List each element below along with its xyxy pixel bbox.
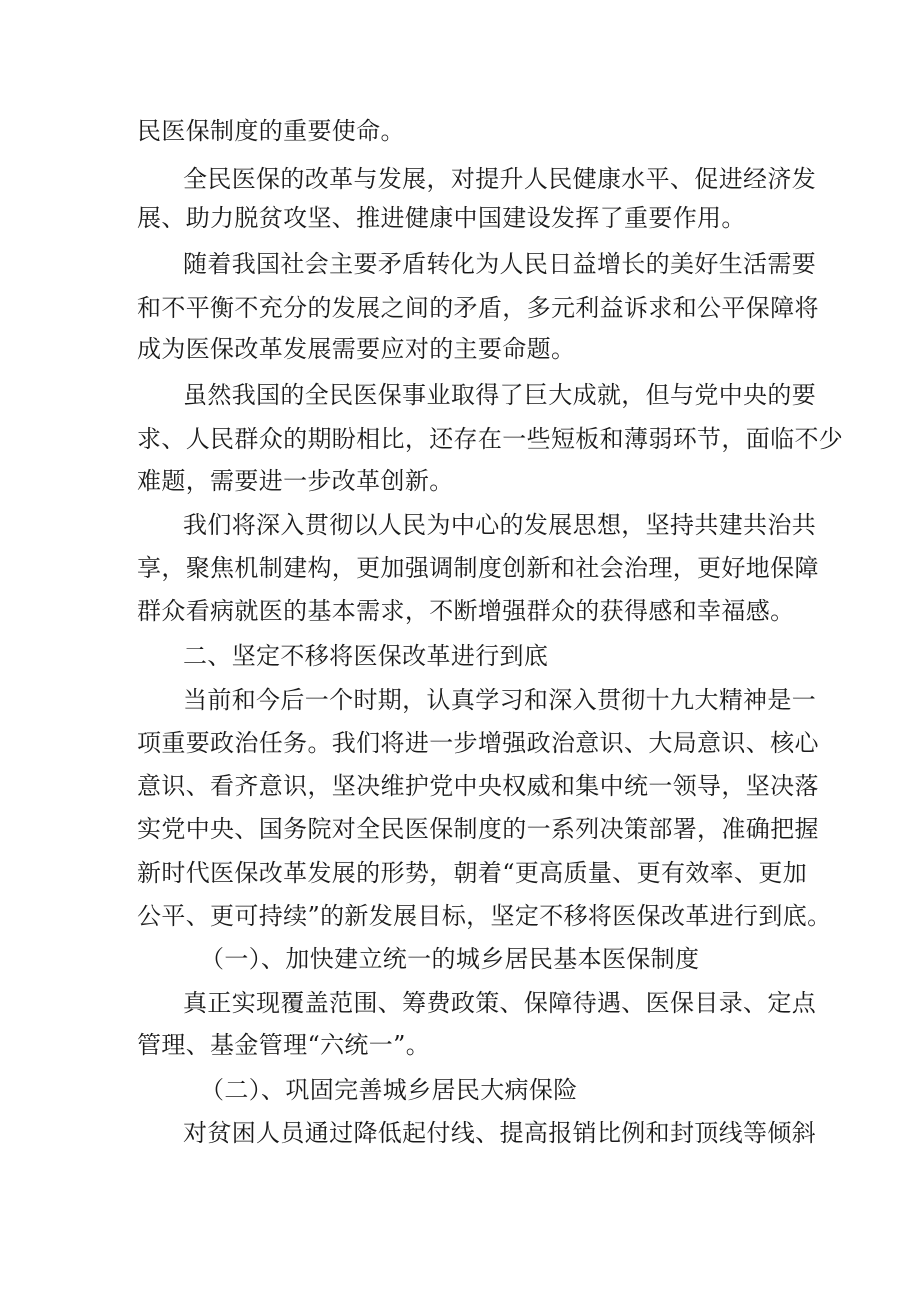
text-line: 和不平衡不充分的发展之间的矛盾，多元利益诉求和公平保障将 <box>137 294 819 322</box>
subsection-heading: （二）、巩固完善城乡居民大病保险 <box>200 1076 578 1104</box>
text-line: 公平、更可持续”的新发展目标，坚定不移将医保改革进行到底。 <box>137 902 832 930</box>
section-heading: 二、坚定不移将医保改革进行到底 <box>183 642 549 670</box>
text-line: 群众看病就医的基本需求，不断增强群众的获得感和幸福感。 <box>137 597 795 625</box>
text-line: 管理、基金管理“六统一”。 <box>137 1031 431 1059</box>
text-line: 项重要政治任务。我们将进一步增强政治意识、大局意识、核心 <box>137 729 819 757</box>
text-line: 实党中央、国务院对全民医保制度的一系列决策部署，准确把握 <box>137 815 819 843</box>
text-line: 随着我国社会主要矛盾转化为人民日益增长的美好生活需要 <box>183 250 817 278</box>
text-line: 展、助力脱贫攻坚、推进健康中国建设发挥了重要作用。 <box>137 204 746 232</box>
text-line: 意识、看齐意识，坚决维护党中央权威和集中统一领导，坚决落 <box>137 772 819 800</box>
text-line: 享，聚焦机制建构，更加强调制度创新和社会治理，更好地保障 <box>137 554 819 582</box>
text-line: 对贫困人员通过降低起付线、提高报销比例和封顶线等倾斜 <box>183 1119 817 1147</box>
subsection-heading: （一）、加快建立统一的城乡居民基本医保制度 <box>200 945 700 973</box>
text-line: 难题，需要进一步改革创新。 <box>137 467 454 495</box>
text-line: 新时代医保改革发展的形势，朝着“更高质量、更有效率、更加 <box>137 859 808 887</box>
text-line: 虽然我国的全民医保事业取得了巨大成就，但与党中央的要 <box>183 381 817 409</box>
text-line: 成为医保改革发展需要应对的主要命题。 <box>137 335 576 363</box>
text-line: 我们将深入贯彻以人民为中心的发展思想，坚持共建共治共 <box>183 511 817 539</box>
text-line: 当前和今后一个时期，认真学习和深入贯彻十九大精神是一 <box>183 686 817 714</box>
text-line: 民医保制度的重要使命。 <box>137 117 405 145</box>
text-line: 求、人民群众的期盼相比，还存在一些短板和薄弱环节，面临不少 <box>137 425 844 453</box>
text-line: 真正实现覆盖范围、筹费政策、保障待遇、医保目录、定点 <box>183 989 817 1017</box>
text-line: 全民医保的改革与发展，对提升人民健康水平、促进经济发 <box>183 165 817 193</box>
